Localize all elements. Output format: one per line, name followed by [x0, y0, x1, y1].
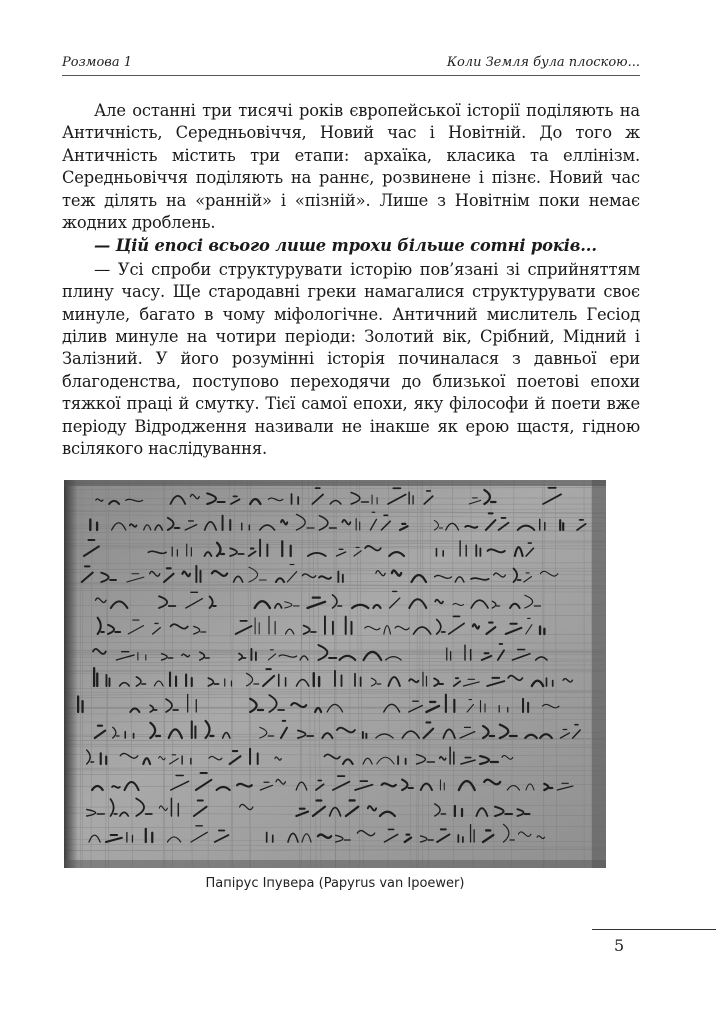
header-title: Коли Земля була плоскою...: [446, 55, 640, 70]
header-chapter: Розмова 1: [62, 55, 132, 70]
running-header: [62, 55, 640, 76]
paragraph-1: Але останні три тисячі років європейської історії поділяють на Античність, Середньовіччя, Новий час і Новітній. До того ж Античність містить три етапи: архаїка, класика та еллінізм. Середньовіччя поділяють на раннє, розвинене і пізнє. Новий час теж ділять на «ранній» і «пізній». Лише з Новітнім поки немає жодних дроблень.: [62, 101, 640, 233]
page-number: 5: [614, 936, 625, 955]
body-text: [62, 100, 640, 461]
figure-caption: Папірус Іпувера (Papyrus van Ipoewer): [205, 876, 465, 891]
papyrus-photo-icon: [64, 480, 606, 868]
papyrus-image: [64, 480, 606, 868]
footer-rule: [592, 929, 716, 930]
paragraph-2: — Усі спроби структурувати історію пов’язані зі сприйняттям плину часу. Ще стародавні греки намагалися структурувати своє минуле, багато в чому міфологічне. Античний мислитель Гесіод ділив минуле на чотири періоди: Золотий вік, Срібний, Мідний і Залізний. У його розумінні історія починалася з давньої ери благоденства, поступово переходячи до близької поетові епохи тяжкої праці й смутку. Тієї самої епохи, яку філософи й поети вже періоду Відродження називали не інакше як ерою щастя, гідною всілякого наслідування.: [62, 259, 640, 459]
question-line: — Цій епосі всього лише трохи більше сотні років...: [94, 236, 597, 256]
